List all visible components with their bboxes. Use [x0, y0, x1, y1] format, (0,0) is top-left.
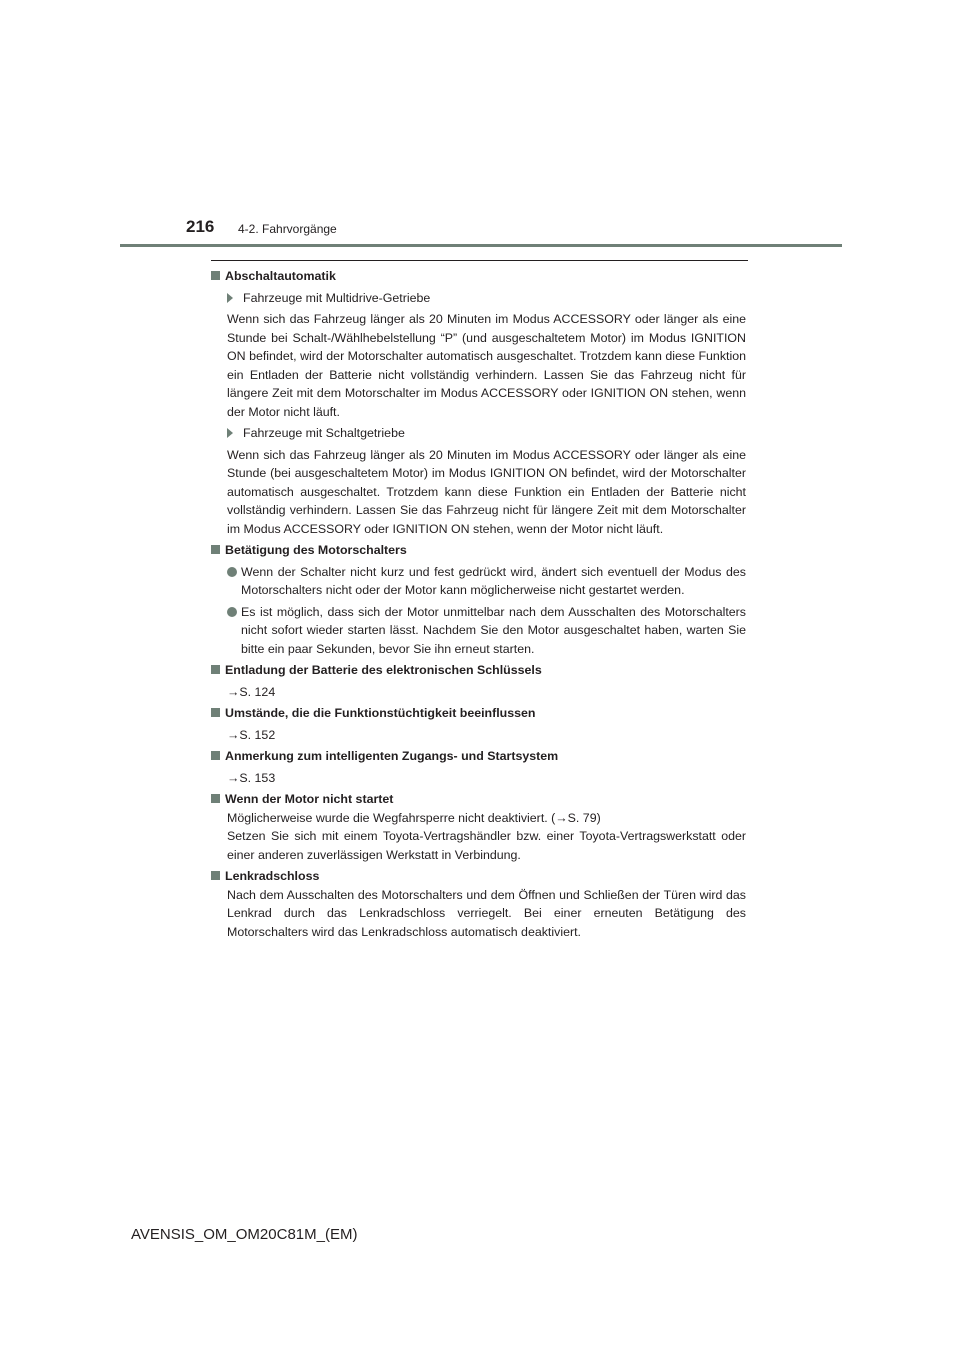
paragraph: Setzen Sie sich mit einem Toyota-Vertragshändler bzw. einer Toyota-Vertragswerkstatt oder einer anderen zuverlässigen Werkstatt in Verbindung. — [227, 829, 746, 862]
circle-bullet-icon — [227, 567, 237, 577]
circle-bullet-icon — [227, 607, 237, 617]
square-bullet-icon — [211, 545, 220, 554]
section-anmerkung — [211, 747, 746, 787]
section-title: Entladung der Batterie des elektronischen Schlüssels — [225, 663, 542, 677]
chapter-title: 4-2. Fahrvorgänge — [238, 222, 337, 236]
section-title: Wenn der Motor nicht startet — [225, 792, 394, 806]
section-heading — [211, 541, 746, 560]
square-bullet-icon — [211, 665, 220, 674]
triangle-bullet-icon — [227, 293, 239, 303]
section-heading — [211, 267, 746, 286]
subheading-text: Fahrzeuge mit Schaltgetriebe — [243, 426, 405, 440]
square-bullet-icon — [211, 271, 220, 280]
subheading — [211, 289, 746, 308]
document-code: AVENSIS_OM_OM20C81M_(EM) — [131, 1226, 358, 1243]
section-motor-startet-nicht — [211, 790, 746, 864]
list-item — [211, 603, 746, 659]
square-bullet-icon — [211, 794, 220, 803]
page-reference: →S. 152 — [227, 727, 276, 742]
section-lenkradschloss — [211, 867, 746, 941]
page-reference: →S. 153 — [227, 770, 276, 785]
list-item-text: Es ist möglich, dass sich der Motor unmittelbar nach dem Ausschalten des Motorschalters nicht sofort wieder starten lässt. Nachdem Sie den Motor ausgeschaltet haben, warten Sie bitte ein paar Sekunden, bevor Sie ihn erneut starten. — [241, 604, 746, 656]
section-title: Lenkradschloss — [225, 869, 320, 883]
section-umstaende — [211, 704, 746, 744]
square-bullet-icon — [211, 708, 220, 717]
section-title: Anmerkung zum intelligenten Zugangs- und Startsystem — [225, 749, 559, 763]
subheading — [211, 424, 746, 443]
square-bullet-icon — [211, 751, 220, 760]
list-item — [211, 563, 746, 600]
list-item-text: Wenn der Schalter nicht kurz und fest gedrückt wird, ändert sich eventuell der Modus des Motorschalters nicht oder der Motor kann möglicherweise nicht gestartet werden. — [241, 564, 746, 597]
section-title: Abschaltautomatik — [225, 269, 336, 283]
section-title: Umstände, die die Funktionstüchtigkeit beeinflussen — [225, 706, 536, 720]
paragraph: Wenn sich das Fahrzeug länger als 20 Minuten im Modus ACCESSORY oder länger als eine Stunde bei Schalt-/Wählhebelstellung “P” (und ausgeschaltetem Motor) im Modus IGNITION ON befindet, wird der Motorschalter automatisch ausgeschaltet. Trotzdem kann diese Funktion ein Entladen der Batterie nicht vollständig verhindern. Lassen Sie das Fahrzeug nicht für längere Zeit mit dem Motorschalter im Modus ACCESSORY oder IGNITION ON stehen, wenn der Motor nicht läuft. — [227, 312, 746, 419]
section-heading — [211, 747, 746, 766]
triangle-bullet-icon — [227, 428, 239, 438]
section-heading — [211, 790, 746, 809]
section-abschaltautomatik — [211, 267, 746, 538]
section-heading — [211, 704, 746, 723]
page-number: 216 — [186, 217, 215, 236]
paragraph: Wenn sich das Fahrzeug länger als 20 Minuten im Modus ACCESSORY oder länger als eine Stunde (bei ausgeschaltetem Motor) im Modus IGNITION ON befindet, wird der Motorschalter automatisch ausgeschaltet. Trotzdem kann diese Funktion ein Entladen der Batterie nicht vollständig verhindern. Lassen Sie das Fahrzeug nicht für längere Zeit mit dem Motorschalter im Modus ACCESSORY oder IGNITION ON stehen, wenn der Motor nicht läuft. — [227, 447, 746, 536]
section-betaetigung — [211, 541, 746, 658]
header-divider — [120, 244, 842, 247]
section-title: Betätigung des Motorschalters — [225, 543, 407, 557]
section-heading — [211, 867, 746, 886]
content-divider — [211, 260, 748, 261]
paragraph: Möglicherweise wurde die Wegfahrsperre nicht deaktiviert. (→S. 79) — [227, 810, 601, 825]
section-entladung — [211, 661, 746, 701]
paragraph: Nach dem Ausschalten des Motorschalters und dem Öffnen und Schließen der Türen wird das Lenkrad durch das Lenkradschloss verriegelt. Bei einer erneuten Betätigung des Motorschalters wird das Lenkradschloss automatisch deaktiviert. — [227, 887, 746, 939]
square-bullet-icon — [211, 871, 220, 880]
subheading-text: Fahrzeuge mit Multidrive-Getriebe — [243, 290, 431, 305]
page-content — [211, 267, 746, 944]
page-reference: →S. 124 — [227, 684, 276, 699]
section-heading — [211, 661, 746, 680]
